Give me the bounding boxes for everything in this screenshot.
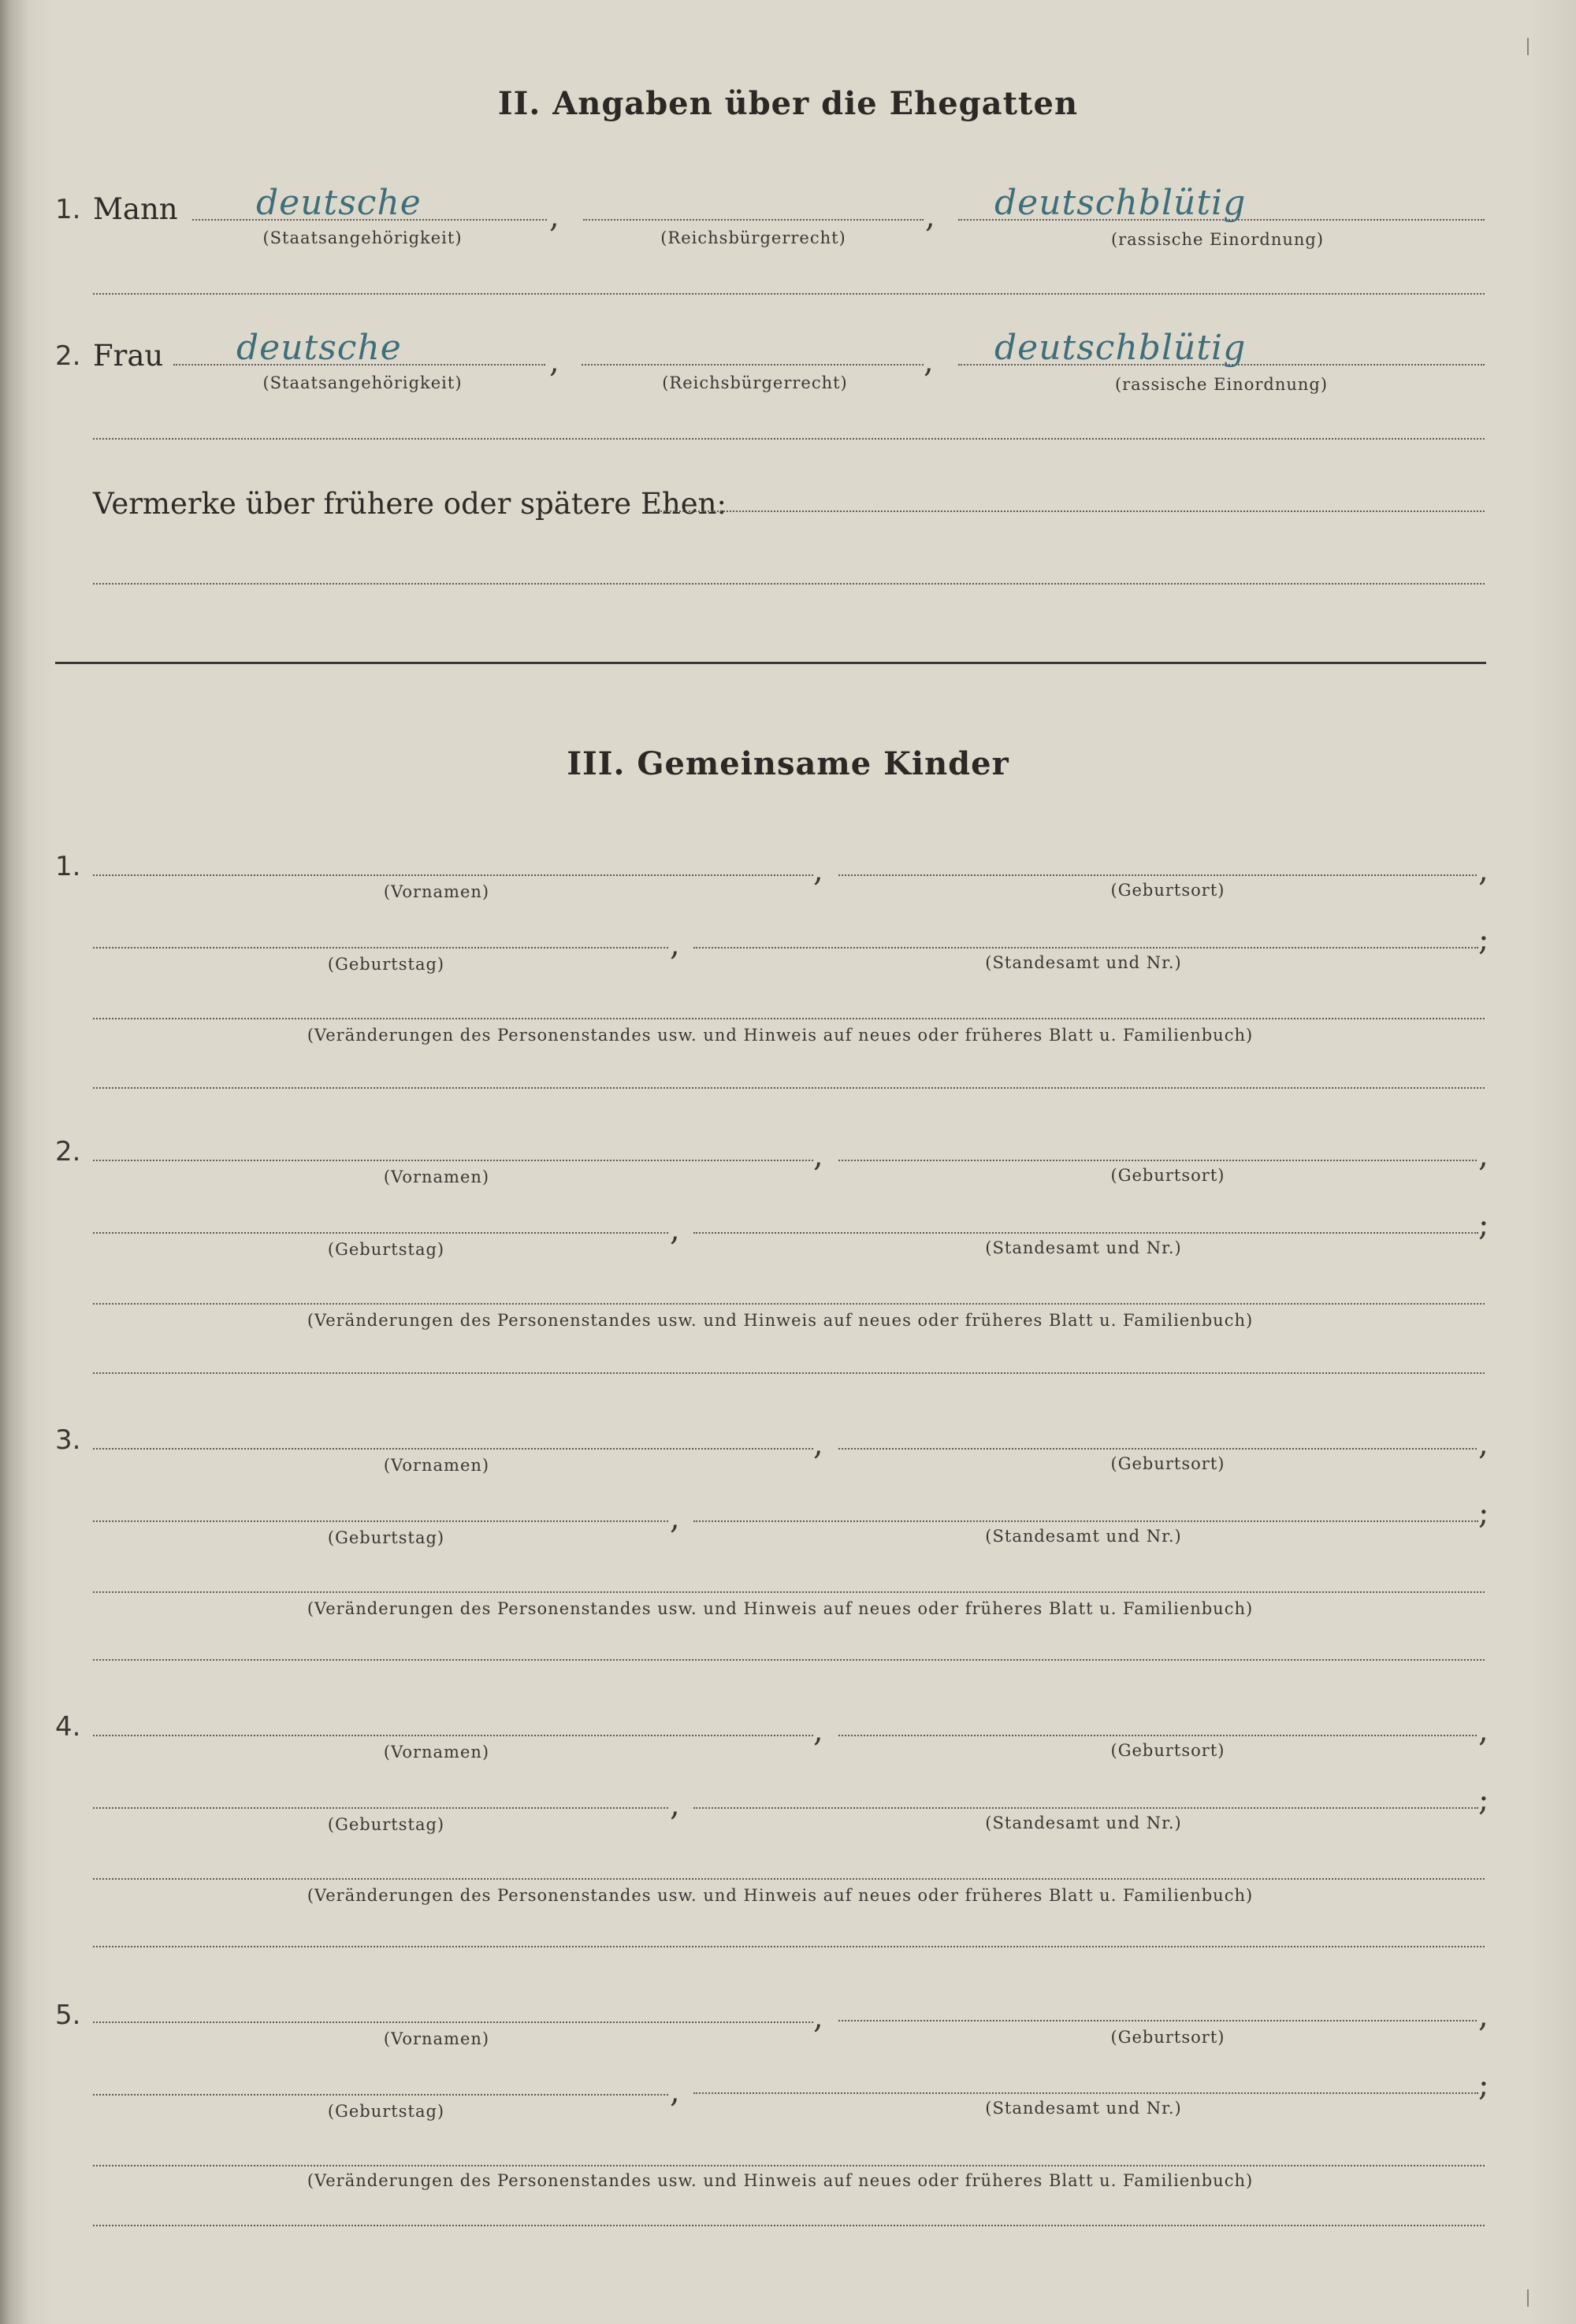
caption-birthplace: (Geburtsort) — [1110, 1454, 1225, 1473]
semicolon-separator: ; — [1478, 922, 1489, 958]
section-heading-spouses: II. Angaben über die Ehegatten — [497, 85, 1079, 122]
child-3-birthdate-field[interactable] — [93, 1520, 668, 1522]
child-4-birthplace-field[interactable] — [838, 1735, 1477, 1736]
spouse-label-frau: Frau — [93, 339, 164, 373]
caption-birthplace: (Geburtsort) — [1110, 1166, 1225, 1185]
child-2-changes-line-2[interactable] — [93, 1372, 1485, 1374]
child-number: 3. — [55, 1424, 81, 1456]
caption-birthdate: (Geburtstag) — [327, 1528, 445, 1547]
comma-separator: , — [813, 852, 823, 889]
caption-birthdate: (Geburtstag) — [327, 1240, 445, 1259]
semicolon-separator: ; — [1478, 1207, 1489, 1243]
caption-status-changes: (Veränderungen des Personenstandes usw. und Hinweis auf neues oder früheres Blatt u. Familienbuch) — [307, 1599, 1254, 1618]
caption-status-changes: (Veränderungen des Personenstandes usw. und Hinweis auf neues oder früheres Blatt u. Familienbuch) — [307, 1026, 1254, 1045]
comma-separator: , — [1478, 1138, 1489, 1174]
child-1-changes-field[interactable] — [93, 1018, 1485, 1019]
child-1-birthplace-field[interactable] — [838, 874, 1477, 876]
caption-registry-office: (Standesamt und Nr.) — [985, 1238, 1182, 1257]
comma-separator: , — [670, 1787, 680, 1823]
child-number: 2. — [55, 1136, 81, 1168]
child-4-birthdate-field[interactable] — [93, 1807, 668, 1809]
child-1-changes-line-2[interactable] — [93, 1087, 1485, 1089]
child-4-changes-line-2[interactable] — [93, 1946, 1485, 1947]
frau-extra-line[interactable] — [93, 438, 1485, 440]
mann-citizenship-value: deutsche — [256, 183, 422, 223]
caption-first-names: (Vornamen) — [383, 882, 490, 901]
caption-birthplace: (Geburtsort) — [1110, 2028, 1225, 2047]
caption-registry-office: (Standesamt und Nr.) — [985, 2099, 1182, 2118]
child-3-birthplace-field[interactable] — [838, 1448, 1477, 1450]
mann-extra-line[interactable] — [93, 293, 1485, 295]
child-3-changes-field[interactable] — [93, 1591, 1485, 1593]
comma-separator: , — [813, 1138, 823, 1174]
child-5-registry-field[interactable] — [693, 2092, 1478, 2094]
child-number: 1. — [55, 851, 81, 882]
semicolon-separator: ; — [1478, 1495, 1489, 1531]
notes-field-line-2[interactable] — [93, 583, 1485, 585]
caption-first-names: (Vornamen) — [383, 2029, 490, 2048]
notes-label: Vermerke über frühere oder spätere Ehen: — [93, 487, 727, 521]
caption-racial-classification: (rassische Einordnung) — [1114, 375, 1329, 394]
frau-citizenship-value: deutsche — [236, 328, 402, 368]
child-number: 5. — [55, 1999, 81, 2031]
scan-edge-mark — [1527, 2289, 1529, 2307]
caption-first-names: (Vornamen) — [383, 1743, 490, 1762]
comma-separator: , — [670, 1500, 680, 1536]
caption-birthdate: (Geburtstag) — [327, 955, 445, 974]
caption-birthdate: (Geburtstag) — [327, 1815, 445, 1834]
child-2-changes-field[interactable] — [93, 1303, 1485, 1305]
comma-separator: , — [549, 343, 559, 380]
comma-separator: , — [813, 1713, 823, 1749]
child-2-registry-field[interactable] — [693, 1232, 1478, 1234]
child-2-birthplace-field[interactable] — [838, 1160, 1477, 1161]
comma-separator: , — [925, 199, 935, 235]
comma-separator: , — [549, 199, 559, 235]
caption-first-names: (Vornamen) — [383, 1456, 490, 1475]
child-3-changes-line-2[interactable] — [93, 1659, 1485, 1661]
child-number: 4. — [55, 1711, 81, 1743]
spouse-number-2: 2. — [55, 340, 81, 372]
child-1-birthdate-field[interactable] — [93, 947, 668, 949]
caption-birthdate: (Geburtstag) — [327, 2102, 445, 2121]
comma-separator: , — [670, 1212, 680, 1248]
section-divider — [55, 662, 1486, 664]
caption-registry-office: (Standesamt und Nr.) — [985, 1814, 1182, 1832]
caption-birthplace: (Geburtsort) — [1110, 881, 1225, 900]
child-1-first-names-field[interactable] — [93, 874, 813, 876]
comma-separator: , — [1478, 852, 1489, 889]
notes-field[interactable] — [654, 510, 1485, 512]
frau-racial-classification-value: deutschblütig — [994, 328, 1247, 368]
comma-separator: , — [1478, 1713, 1489, 1749]
mann-reich-citizenship-field[interactable] — [583, 219, 924, 221]
caption-first-names: (Vornamen) — [383, 1168, 490, 1186]
caption-registry-office: (Standesamt und Nr.) — [985, 1527, 1182, 1546]
caption-reich-citizenship: (Reichsbürgerrecht) — [662, 373, 848, 392]
caption-citizenship: (Staatsangehörigkeit) — [262, 228, 463, 247]
caption-status-changes: (Veränderungen des Personenstandes usw. und Hinweis auf neues oder früheres Blatt u. Familienbuch) — [307, 1886, 1254, 1905]
caption-status-changes: (Veränderungen des Personenstandes usw. und Hinweis auf neues oder früheres Blatt u. Familienbuch) — [307, 2171, 1254, 2190]
comma-separator: , — [670, 926, 680, 963]
comma-separator: , — [813, 1999, 823, 2036]
comma-separator: , — [813, 1426, 823, 1462]
caption-status-changes: (Veränderungen des Personenstandes usw. und Hinweis auf neues oder früheres Blatt u. Familienbuch) — [307, 1311, 1254, 1330]
child-5-changes-field[interactable] — [93, 2165, 1485, 2166]
semicolon-separator: ; — [1478, 2067, 1489, 2103]
section-heading-children: III. Gemeinsame Kinder — [567, 745, 1009, 782]
semicolon-separator: ; — [1478, 1782, 1489, 1818]
frau-reich-citizenship-field[interactable] — [582, 364, 924, 366]
caption-registry-office: (Standesamt und Nr.) — [985, 953, 1182, 972]
comma-separator: , — [924, 343, 934, 380]
child-1-registry-field[interactable] — [693, 947, 1478, 949]
child-2-birthdate-field[interactable] — [93, 1232, 668, 1234]
caption-reich-citizenship: (Reichsbürgerrecht) — [660, 228, 846, 247]
child-3-first-names-field[interactable] — [93, 1448, 813, 1450]
child-3-registry-field[interactable] — [693, 1520, 1478, 1522]
child-5-changes-line-2[interactable] — [93, 2225, 1485, 2226]
caption-birthplace: (Geburtsort) — [1110, 1741, 1225, 1760]
caption-citizenship: (Staatsangehörigkeit) — [262, 373, 463, 392]
child-5-birthplace-field[interactable] — [838, 2020, 1477, 2021]
comma-separator: , — [1478, 1998, 1489, 2034]
comma-separator: , — [670, 2073, 680, 2110]
child-4-registry-field[interactable] — [693, 1807, 1478, 1809]
child-5-birthdate-field[interactable] — [93, 2094, 668, 2096]
spouse-number-1: 1. — [55, 194, 81, 225]
mann-racial-classification-value: deutschblütig — [994, 183, 1247, 223]
spouse-label-mann: Mann — [93, 192, 178, 226]
caption-racial-classification: (rassische Einordnung) — [1110, 230, 1325, 249]
child-4-changes-field[interactable] — [93, 1878, 1485, 1880]
child-5-first-names-field[interactable] — [93, 2021, 813, 2023]
child-4-first-names-field[interactable] — [93, 1735, 813, 1736]
comma-separator: , — [1478, 1426, 1489, 1462]
child-2-first-names-field[interactable] — [93, 1160, 813, 1161]
scan-edge-mark — [1527, 38, 1529, 55]
